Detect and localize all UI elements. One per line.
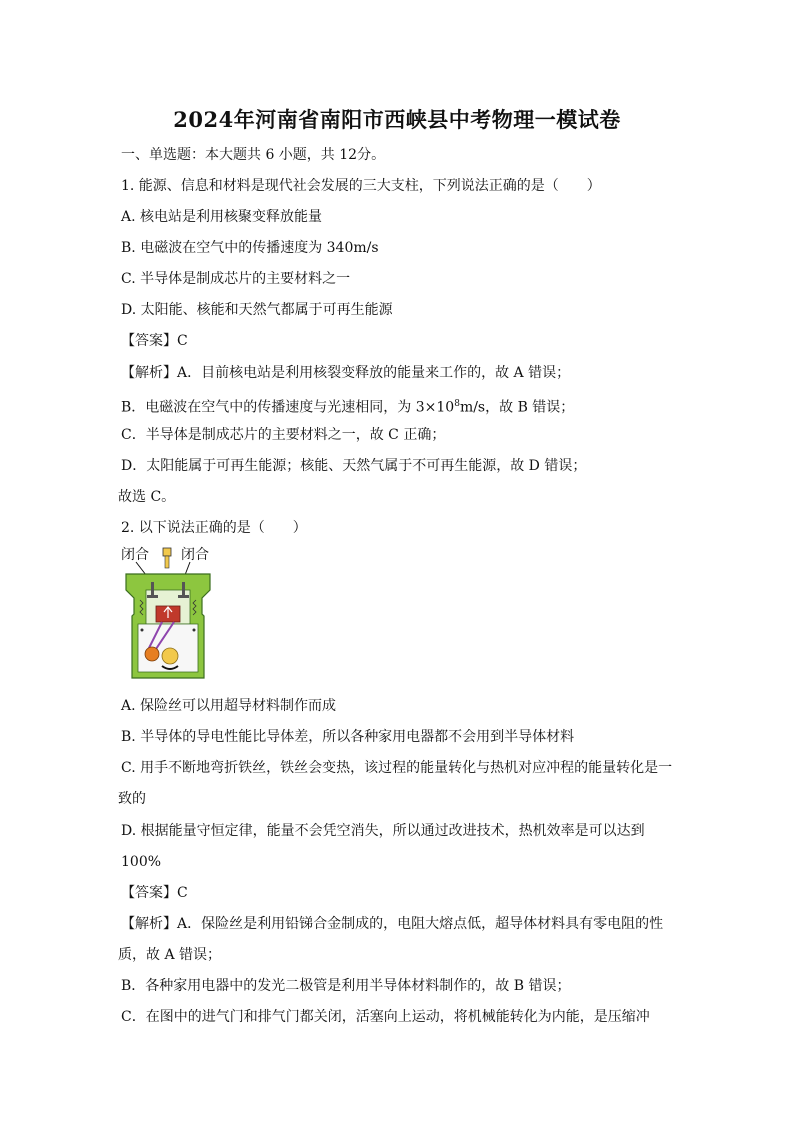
q2-explanation-c: C．在图中的进气门和排气门都关闭，活塞向上运动，将机械能转化为内能，是压缩冲 xyxy=(121,1009,650,1025)
q1-option-b: B. 电磁波在空气中的传播速度为 340m/s xyxy=(121,240,379,256)
q2-answer: 【答案】C xyxy=(121,885,188,901)
engine-diagram-icon xyxy=(118,546,218,684)
section-heading: 一、单选题：本大题共 6 小题，共 12分。 xyxy=(121,147,386,163)
q1-exp-b-text: B．电磁波在空气中的传播速度与光速相同，为 3×10 xyxy=(121,399,455,416)
q2-explanation-a-line1: 【解析】A．保险丝是利用铅锑合金制成的，电阻大熔点低，超导体材料具有零电阻的性 xyxy=(121,916,664,932)
exhaust-valve-label: 闭合 xyxy=(181,547,209,563)
q1-explanation-a: 【解析】A．目前核电站是利用核裂变释放的能量来工作的，故 A 错误； xyxy=(121,365,571,381)
q1-option-d: D. 太阳能、核能和天然气都属于可再生能源 xyxy=(121,302,393,318)
q2-option-b: B. 半导体的导电性能比导体差，所以各种家用电器都不会用到半导体材料 xyxy=(121,729,575,745)
q2-stem: 2. 以下说法正确的是（ ） xyxy=(121,520,307,536)
page-title: 2024年河南省南阳市西峡县中考物理一模试卷 xyxy=(173,107,621,132)
q1-answer: 【答案】C xyxy=(121,333,188,349)
q1-exp-b-exponent: 8 xyxy=(454,399,460,409)
q1-conclusion: 故选 C。 xyxy=(118,489,176,505)
q2-option-a: A. 保险丝可以用超导材料制作而成 xyxy=(121,698,337,714)
q2-explanation-b: B．各种家用电器中的发光二极管是利用半导体材料制作的，故 B 错误； xyxy=(121,978,571,994)
q2-option-c-line2: 致的 xyxy=(118,791,146,807)
q1-option-c: C. 半导体是制成芯片的主要材料之一 xyxy=(121,271,351,287)
intake-valve-label: 闭合 xyxy=(121,547,149,563)
q2-explanation-a-line2: 质，故 A 错误； xyxy=(118,947,222,963)
engine-figure xyxy=(118,546,218,684)
q1-exp-b-unit: m/s，故 B 错误； xyxy=(459,399,575,416)
q1-explanation-d: D．太阳能属于可再生能源；核能、天然气属于不可再生能源，故 D 错误； xyxy=(121,458,587,474)
q2-option-d-line2: 100% xyxy=(121,854,162,870)
q1-explanation-b xyxy=(121,394,574,418)
q1-stem: 1. 能源、信息和材料是现代社会发展的三大支柱，下列说法正确的是（ ） xyxy=(121,178,601,194)
q1-option-a: A. 核电站是利用核聚变释放能量 xyxy=(121,209,323,225)
q2-option-c-line1: C. 用手不断地弯折铁丝，铁丝会变热，该过程的能量转化与热机对应冲程的能量转化是一 xyxy=(121,760,673,776)
q2-option-d-line1: D. 根据能量守恒定律，能量不会凭空消失，所以通过改进技术，热机效率是可以达到 xyxy=(121,823,645,839)
q1-explanation-c: C．半导体是制成芯片的主要材料之一，故 C 正确； xyxy=(121,427,446,443)
